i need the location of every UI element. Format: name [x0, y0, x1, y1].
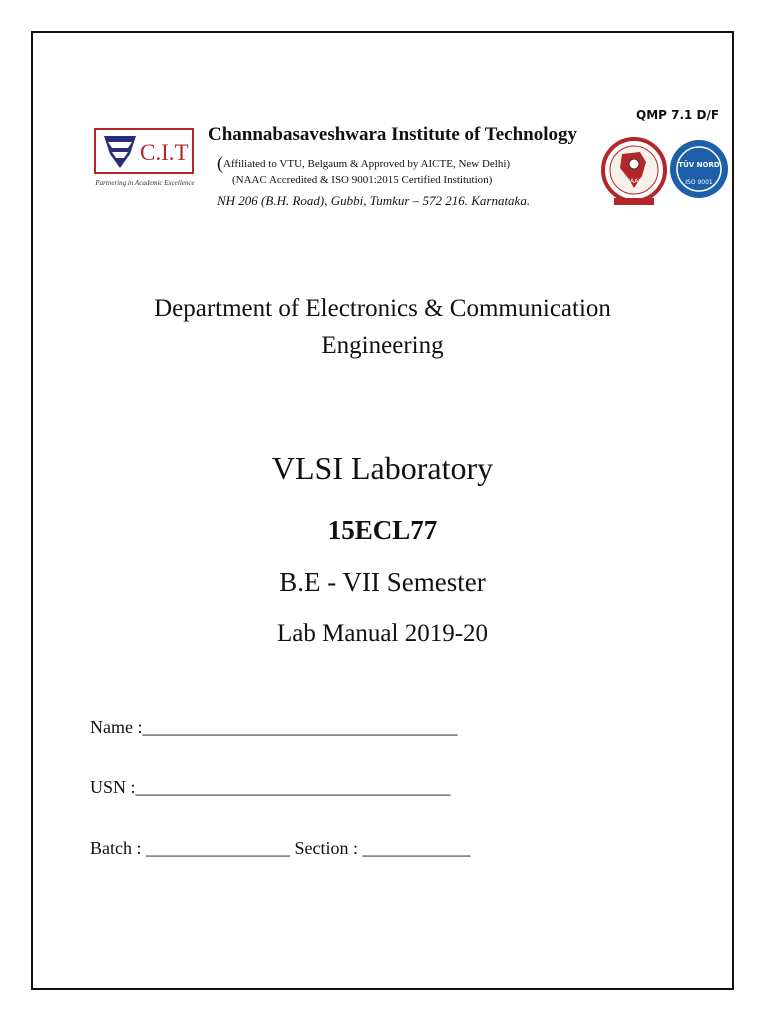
- lab-title: VLSI Laboratory: [271, 450, 494, 486]
- naac-seal-icon: [600, 136, 668, 208]
- affiliation-text: Affiliated to VTU, Belgaum & Approved by AICTE, New Delhi): [223, 158, 511, 170]
- accreditation-line: (NAAC Accredited & ISO 9001:2015 Certified Institution): [232, 174, 493, 186]
- manual-title: Lab Manual 2019-20: [276, 620, 489, 647]
- usn-field: USN :___________________________________: [90, 777, 451, 797]
- semester: B.E - VII Semester: [279, 567, 486, 597]
- document-code: QMP 7.1 D/F: [636, 108, 720, 122]
- affiliation-line: [217, 153, 510, 174]
- logo-frame: [94, 128, 194, 174]
- tuv-sub: ISO 9001: [685, 179, 713, 186]
- institute-name: Channabasaveshwara Institute of Technology: [208, 124, 577, 145]
- department-title: [31, 290, 734, 364]
- logo-tagline: Partnering in Academic Excellence: [95, 179, 195, 187]
- course-code: 15ECL77: [327, 515, 438, 545]
- batch-section-field: Batch : ________________ Section : ____________: [90, 838, 471, 858]
- tuv-label: TÜV NORD: [678, 161, 720, 169]
- affiliation-paren: (: [217, 153, 223, 173]
- seal-label: NAAC: [625, 178, 643, 185]
- shield-icon: [100, 132, 140, 172]
- department-line-2: Engineering: [321, 332, 444, 359]
- name-field: Name :___________________________________: [90, 717, 458, 737]
- logo-text: C.I.T: [140, 140, 189, 165]
- cit-logo: [88, 124, 202, 194]
- department-line-1: Department of Electronics & Communication: [154, 295, 611, 322]
- address-line: NH 206 (B.H. Road), Gubbi, Tumkur – 572 216. Karnataka.: [217, 193, 531, 208]
- tuv-certification-icon: [668, 138, 730, 200]
